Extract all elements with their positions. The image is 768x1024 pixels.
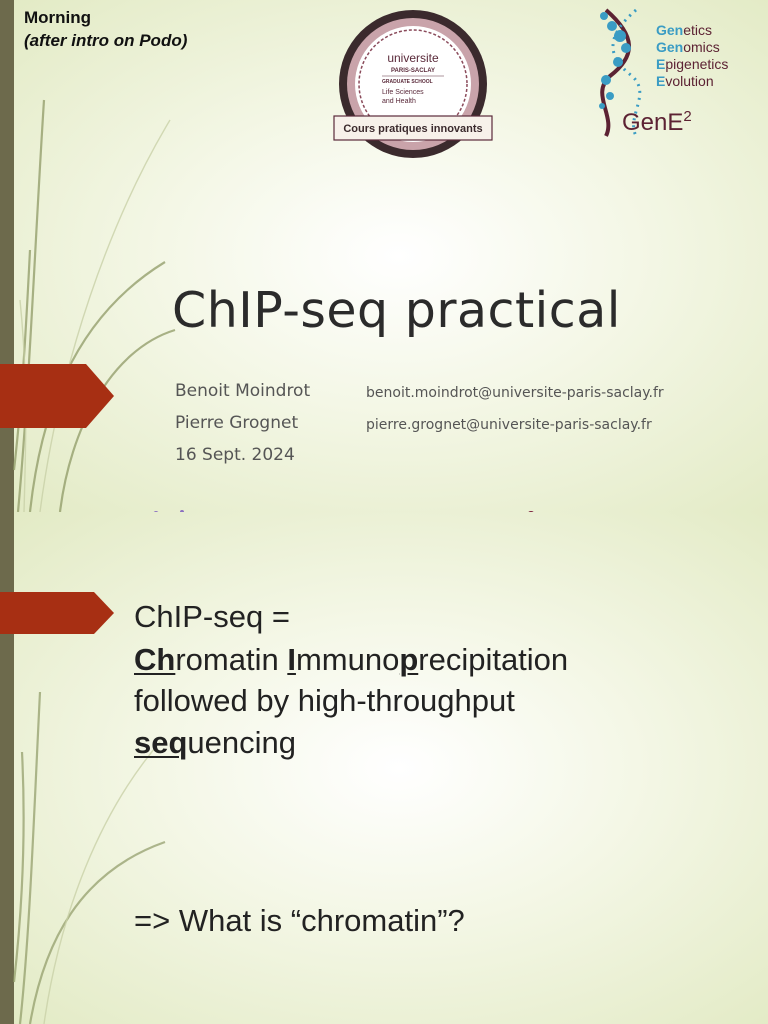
gene-row-4-rest: volution — [665, 73, 714, 89]
note-line-2: (after intro on Podo) — [24, 31, 188, 50]
gene-row-2-bold: Gen — [656, 39, 684, 55]
word-mmuno: mmuno — [295, 642, 400, 677]
gene-row-4-bold: E — [656, 73, 666, 89]
author-2: Pierre Grognet — [175, 413, 299, 433]
author-1: Benoit Moindrot — [175, 381, 311, 401]
gene-row-2-rest: omics — [683, 39, 720, 55]
letter-seq: seq — [134, 725, 188, 760]
grass-decoration — [0, 512, 200, 1024]
badge-ribbon-text: Cours pratiques innovants — [343, 123, 483, 135]
gene-brand-sup: 2 — [683, 108, 692, 125]
badge-field-2: and Health — [382, 98, 416, 105]
gene-row-3-bold: E — [656, 56, 666, 72]
gene-row-1-bold: Gen — [656, 22, 684, 38]
letter-ch: Ch — [134, 642, 176, 677]
badge-ps-text: PARIS-SACLAY — [390, 68, 436, 74]
badge-univ-text: universite — [387, 51, 439, 65]
definition-line-2 — [134, 639, 568, 680]
word-recipitation: recipitation — [418, 642, 569, 677]
author-1-email: benoit.moindrot@universite-paris-saclay.fr — [366, 385, 664, 401]
definition-line-3: followed by high-throughput — [134, 683, 515, 718]
gene-brand-text: GenE — [622, 109, 684, 136]
question-text: => What is “chromatin”? — [134, 903, 465, 938]
slide-definition — [0, 512, 768, 1024]
gene-row-3-rest: pigenetics — [665, 56, 729, 72]
gene-logo-text — [656, 22, 728, 90]
letter-p: p — [399, 642, 419, 677]
gene-row-1-rest: etics — [683, 22, 713, 38]
word-uencing: uencing — [187, 725, 297, 760]
slide-title-text: ChIP-seq practical — [172, 282, 621, 339]
letter-i: I — [287, 642, 296, 677]
badge-school-text: GRADUATE SCHOOL — [382, 79, 433, 85]
definition-line-1: ChIP-seq = — [134, 599, 290, 634]
word-romatin: romatin — [175, 642, 288, 677]
presentation-date: 16 Sept. 2024 — [175, 445, 295, 465]
author-2-email: pierre.grognet@universite-paris-saclay.fr — [366, 417, 652, 433]
note-line-1: Morning — [24, 8, 92, 27]
content-arrow-marker — [0, 592, 114, 634]
session-note — [24, 6, 187, 52]
definition-line-4 — [134, 722, 296, 763]
grass-decoration — [0, 0, 200, 512]
badge-field-1: Life Sciences — [382, 89, 424, 96]
graduate-school-badge — [330, 8, 496, 162]
gene-brand — [622, 108, 692, 137]
